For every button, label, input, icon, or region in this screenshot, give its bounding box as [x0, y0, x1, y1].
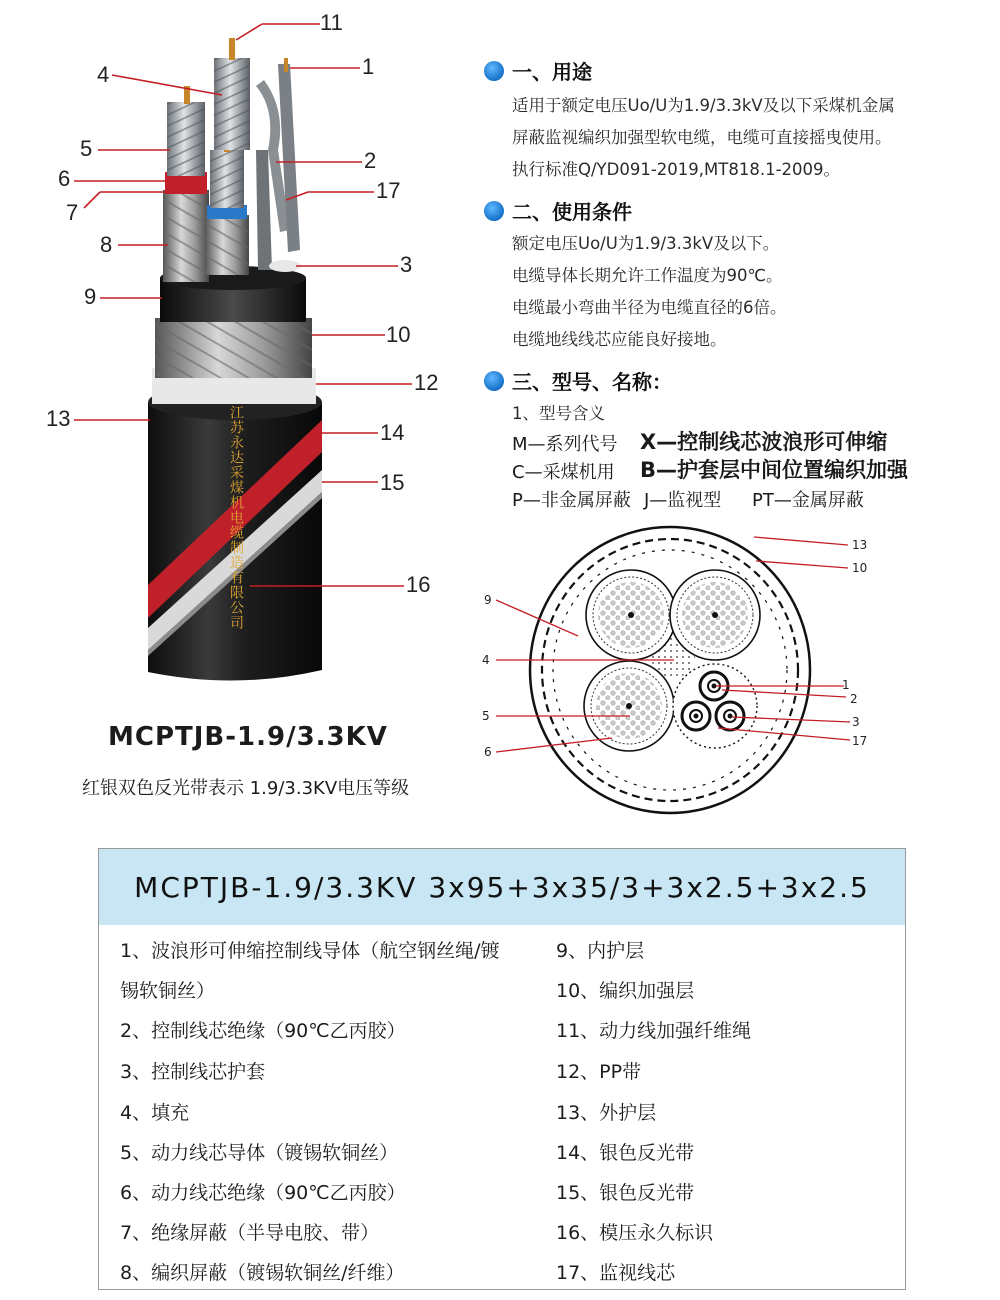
xs-label-4: 4 — [482, 653, 490, 667]
xs-label-17: 17 — [852, 734, 868, 748]
control-core-bundle — [673, 664, 757, 748]
usage-line: 屏蔽监视编织加强型软电缆，电缆可直接摇曳使用。 — [512, 128, 892, 147]
power-core — [586, 570, 676, 660]
table-header: MCPTJB-1.9/3.3KV 3x95+3x35/3+3x2.5+3x2.5 — [99, 849, 905, 925]
component-item: 7、绝缘屏蔽（半导电胶、带） — [120, 1222, 380, 1244]
xs-label-6: 6 — [484, 745, 492, 759]
section-heading-text: 三、型号、名称： — [512, 370, 672, 394]
component-item: 16、模压永久标识 — [556, 1222, 714, 1244]
section-heading-usage — [484, 56, 592, 85]
conditions-line: 额定电压Uo/U为1.9/3.3kV及以下。 — [512, 234, 780, 253]
component-item: 5、动力线芯导体（镀锡软铜丝） — [120, 1142, 399, 1164]
bullet-icon — [484, 61, 504, 81]
model-meaning-label: 1、型号含义 — [512, 404, 605, 423]
component-item: 10、编织加强层 — [556, 980, 695, 1002]
callout-5: 5 — [80, 136, 93, 161]
component-item: 13、外护层 — [556, 1102, 657, 1124]
code-j: J—监视型 — [644, 490, 722, 511]
cable-marking-text: 江苏永达采煤机电缆制造有限公司 — [228, 405, 244, 630]
callout-11: 11 — [320, 10, 343, 35]
callout-16: 16 — [406, 572, 431, 597]
xs-label-2: 2 — [850, 692, 858, 706]
component-item: 17、监视线芯 — [556, 1262, 676, 1284]
cross-section-diagram — [470, 510, 900, 830]
component-item: 锡软铜丝） — [120, 980, 216, 1002]
component-item: 8、编织屏蔽（镀锡软铜丝/纤维） — [120, 1262, 405, 1284]
callout-15: 15 — [380, 470, 405, 495]
section-heading-text: 一、用途 — [512, 60, 592, 84]
component-item: 6、动力线芯绝缘（90℃乙丙胶） — [120, 1182, 406, 1204]
callout-10: 10 — [386, 322, 411, 347]
callout-17: 17 — [376, 178, 401, 203]
xs-label-1: 1 — [842, 678, 850, 692]
model-title: MCPTJB-1.9/3.3KV — [108, 722, 388, 752]
xs-label-13: 13 — [852, 538, 868, 552]
component-item: 11、动力线加强纤维绳 — [556, 1020, 752, 1042]
callout-9: 9 — [84, 284, 97, 309]
component-item: 2、控制线芯绝缘（90℃乙丙胶） — [120, 1020, 406, 1042]
section-heading-conditions — [484, 196, 632, 225]
xs-label-5: 5 — [482, 709, 490, 723]
xs-label-3: 3 — [852, 715, 860, 729]
power-core — [670, 570, 760, 660]
model-subtitle: 红银双色反光带表示 1.9/3.3KV电压等级 — [82, 778, 410, 799]
callout-1: 1 — [362, 54, 375, 79]
bullet-icon — [484, 201, 504, 221]
callout-14: 14 — [380, 420, 405, 445]
conditions-line: 电缆地线线芯应能良好接地。 — [512, 330, 727, 349]
section-heading-model — [484, 366, 672, 395]
component-item: 9、内护层 — [556, 940, 645, 962]
code-b: B—护套层中间位置编织加强 — [640, 458, 909, 482]
section-heading-text: 二、使用条件 — [512, 200, 632, 224]
xs-label-9: 9 — [484, 593, 492, 607]
conditions-line: 电缆最小弯曲半径为电缆直径的6倍。 — [512, 298, 787, 317]
callout-12: 12 — [414, 370, 439, 395]
conditions-line: 电缆导体长期允许工作温度为90℃。 — [512, 266, 783, 285]
code-p: P—非金属屏蔽 — [512, 490, 631, 511]
xs-label-10: 10 — [852, 561, 868, 575]
callout-7: 7 — [66, 200, 79, 225]
code-c: C—采煤机用 — [512, 462, 615, 483]
component-item: 4、填充 — [120, 1102, 190, 1124]
usage-line: 适用于额定电压Uo/U为1.9/3.3kV及以下采煤机金属 — [512, 96, 895, 115]
usage-line: 执行标准Q/YD091-2019,MT818.1-2009。 — [512, 160, 841, 179]
callout-6: 6 — [58, 166, 71, 191]
code-x: X—控制线芯波浪形可伸缩 — [640, 430, 888, 454]
callout-3: 3 — [400, 252, 413, 277]
callout-13: 13 — [46, 406, 71, 431]
component-item: 1、波浪形可伸缩控制线导体（航空钢丝绳/镀 — [120, 940, 500, 962]
component-item: 3、控制线芯护套 — [120, 1061, 266, 1083]
callout-8: 8 — [100, 232, 113, 257]
component-item: 15、银色反光带 — [556, 1182, 695, 1204]
component-item: 12、PP带 — [556, 1061, 642, 1083]
code-m: M—系列代号 — [512, 434, 618, 455]
callout-2: 2 — [364, 148, 377, 173]
callout-4: 4 — [97, 62, 110, 87]
component-item: 14、银色反光带 — [556, 1142, 695, 1164]
bullet-icon — [484, 371, 504, 391]
code-pt: PT—金属屏蔽 — [752, 490, 864, 511]
power-core — [584, 661, 674, 751]
